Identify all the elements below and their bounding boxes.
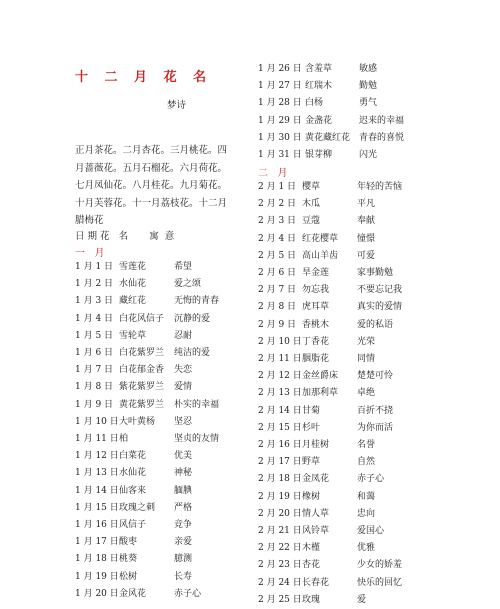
meaning-cell: 坚忍 — [174, 416, 193, 427]
intro-line: 十月芙蓉花。十一月荔枝花。十二月 — [75, 197, 228, 209]
flower-cell: 仙客来 — [119, 485, 147, 496]
date-cell: 2 月 24 日 — [258, 577, 302, 588]
meaning-cell: 自然 — [357, 457, 376, 468]
date-cell: 2 月 15 日 — [258, 422, 302, 433]
flower-cell: 胭脂花 — [302, 354, 330, 364]
date-cell: 2 月 17 日 — [258, 457, 302, 468]
date-cell: 1 月 8 日 — [75, 382, 114, 393]
flower-cell: 虎耳草 — [302, 302, 330, 313]
meaning-cell: 百折不挠 — [357, 405, 394, 416]
date-cell: 1 月 20 日 — [75, 588, 119, 599]
flower-cell: 红瑞木 — [305, 81, 333, 92]
flower-cell: 加那利草 — [302, 388, 339, 399]
meaning-cell: 赤子心 — [357, 474, 385, 485]
date-cell: 2 月 7 日 — [258, 285, 297, 296]
flower-cell: 金风花 — [119, 588, 147, 599]
date-cell: 2 月 2 日 — [258, 199, 297, 210]
meaning-cell: 长寿 — [174, 571, 193, 582]
flower-cell: 高山羊齿 — [302, 250, 339, 261]
meaning-cell: 腼腆 — [174, 485, 193, 496]
meaning-cell: 真实的爱情 — [357, 302, 403, 313]
flower-cell: 金盏花 — [305, 115, 333, 126]
flower-cell: 含羞草 — [305, 64, 333, 74]
flower-cell: 玫瑰 — [302, 594, 321, 605]
flower-cell: 香桃木 — [302, 319, 330, 330]
intro-paragraph — [75, 142, 265, 230]
meaning-cell: 憧憬 — [357, 233, 376, 244]
date-cell: 2 月 18 日 — [258, 474, 302, 485]
date-cell: 2 月 5 日 — [258, 250, 297, 261]
date-cell: 2 月 16 日 — [258, 440, 302, 450]
flower-cell: 风信子 — [119, 520, 147, 530]
date-cell: 1 月 15 日 — [75, 502, 119, 513]
meaning-cell: 希望 — [174, 262, 193, 272]
date-cell: 1 月 11 日 — [75, 434, 119, 444]
meaning-cell: 神秘 — [174, 468, 193, 479]
date-cell: 2 月 6 日 — [258, 268, 297, 278]
meaning-cell: 家事勤勉 — [357, 268, 394, 278]
date-cell: 2 月 8 日 — [258, 302, 297, 313]
date-cell: 1 月 7 日 — [75, 365, 114, 376]
flower-cell: 杏花 — [302, 560, 321, 571]
date-cell: 2 月 22 日 — [258, 543, 302, 554]
meaning-cell: 朴实的幸福 — [174, 399, 220, 410]
meaning-cell: 赤子心 — [174, 588, 202, 599]
flower-cell: 木瓜 — [302, 199, 321, 210]
month-heading-jan: 一 月 — [75, 248, 105, 259]
flower-cell: 银芽柳 — [305, 150, 333, 160]
meaning-cell: 无悔的青春 — [174, 296, 220, 307]
meaning-cell: 年轻的苦恼 — [357, 182, 403, 192]
flower-cell: 丁香花 — [302, 336, 330, 347]
date-cell: 1 月 19 日 — [75, 571, 119, 582]
meaning-cell: 青春的喜悦 — [359, 132, 405, 143]
date-cell: 1 月 4 日 — [75, 313, 114, 324]
meaning-cell: 快乐的回忆 — [357, 577, 403, 588]
meaning-cell: 楚楚可怜 — [357, 371, 394, 382]
meaning-cell: 爱情 — [174, 382, 193, 393]
meaning-cell: 优美 — [174, 451, 193, 462]
date-cell: 2 月 10 日 — [258, 336, 302, 347]
meaning-cell: 少女的娇羞 — [357, 560, 403, 571]
flower-cell: 大叶黄杨 — [119, 416, 156, 427]
meaning-cell: 闪光 — [359, 150, 378, 160]
flower-cell: 橡树 — [302, 491, 321, 502]
date-cell: 1 月 31 日 — [258, 150, 302, 160]
date-cell: 2 月 13 日 — [258, 388, 302, 399]
date-cell: 1 月 12 日 — [75, 451, 119, 462]
flower-cell: 长春花 — [302, 577, 330, 588]
meaning-cell: 爱的私语 — [357, 319, 394, 330]
meaning-cell: 忠向 — [357, 508, 376, 519]
page-title: 十 二 月 花 名 — [75, 70, 213, 85]
meaning-cell: 名誉 — [357, 440, 376, 450]
date-cell: 1 月 13 日 — [75, 468, 119, 479]
meaning-cell: 严格 — [174, 502, 193, 513]
meaning-cell: 勇气 — [359, 98, 378, 109]
date-cell: 1 月 10 日 — [75, 416, 119, 427]
flower-cell: 黄花藏红花 — [305, 132, 351, 143]
flower-cell: 桃葵 — [119, 554, 138, 565]
date-cell: 2 月 4 日 — [258, 233, 297, 244]
intro-line: 腊梅花 — [75, 215, 104, 227]
date-cell: 2 月 23 日 — [258, 560, 302, 571]
date-cell: 1 月 18 日 — [75, 554, 119, 565]
flower-cell: 酸枣 — [119, 537, 138, 548]
flower-cell: 木槿 — [302, 543, 321, 554]
meaning-cell: 光荣 — [357, 336, 376, 347]
date-cell: 2 月 19 日 — [258, 491, 302, 502]
date-cell: 2 月 25 日 — [258, 594, 302, 605]
meaning-cell: 亲爱 — [174, 537, 193, 548]
date-cell: 1 月 28 日 — [258, 98, 302, 109]
flower-cell: 白花紫罗兰 — [119, 348, 165, 358]
flower-cell: 红花樱草 — [302, 233, 339, 244]
flower-cell: 玫瑰之刺 — [119, 502, 156, 513]
flower-cell: 松树 — [119, 571, 138, 582]
flower-cell: 雪莲花 — [119, 262, 147, 272]
date-cell: 1 月 27 日 — [258, 81, 302, 92]
flower-cell: 水仙花 — [119, 279, 147, 290]
flower-cell: 金丝爵床 — [302, 371, 339, 382]
intro-line: 正月茶花。二月杏花。三月桃花。四 — [75, 145, 228, 156]
flower-cell: 白花郁金香 — [119, 365, 165, 376]
date-cell: 1 月 9 日 — [75, 399, 114, 410]
flower-cell: 水仙花 — [119, 468, 147, 479]
flower-cell: 旱金莲 — [302, 268, 330, 278]
meaning-cell: 竞争 — [174, 520, 193, 530]
date-cell: 1 月 16 日 — [75, 520, 119, 530]
meaning-cell: 失恋 — [174, 365, 193, 376]
date-cell: 1 月 1 日 — [75, 262, 114, 272]
meaning-cell: 坚贞的友情 — [174, 434, 220, 444]
meaning-cell: 勤勉 — [359, 81, 378, 92]
meaning-cell: 臆测 — [174, 554, 193, 565]
flower-cell: 紫花紫罗兰 — [119, 382, 165, 393]
meaning-cell: 卓绝 — [357, 388, 376, 399]
flower-cell: 野草 — [302, 457, 321, 468]
date-cell: 2 月 14 日 — [258, 405, 302, 416]
meaning-cell: 为你而活 — [357, 422, 394, 433]
flower-cell: 情人草 — [302, 508, 330, 519]
date-cell: 1 月 6 日 — [75, 348, 114, 358]
flower-cell: 豆蔻 — [302, 216, 321, 227]
date-cell: 1 月 2 日 — [75, 279, 114, 290]
table-header: 日 期 花 名 寓 意 — [75, 231, 175, 242]
flower-cell: 白杨 — [305, 98, 324, 109]
meaning-cell: 敏感 — [359, 64, 378, 74]
meaning-cell: 奉献 — [357, 216, 376, 227]
date-cell: 2 月 1 日 — [258, 182, 297, 192]
meaning-cell: 平凡 — [357, 199, 376, 210]
flower-cell: 杉叶 — [302, 422, 321, 433]
meaning-cell: 爱之颂 — [174, 279, 202, 290]
meaning-cell: 爱 — [357, 594, 367, 605]
date-cell: 1 月 5 日 — [75, 330, 114, 341]
date-cell: 1 月 29 日 — [258, 115, 302, 126]
flower-cell: 柏 — [119, 434, 129, 444]
flower-cell: 甘菊 — [302, 405, 321, 416]
date-cell: 2 月 3 日 — [258, 216, 297, 227]
date-cell: 2 月 12 日 — [258, 371, 302, 382]
month-heading-feb: 二 月 — [258, 168, 288, 179]
flower-cell: 金凤花 — [302, 474, 330, 485]
meaning-cell: 不要忘记我 — [357, 285, 403, 296]
flower-cell: 雪轮草 — [119, 330, 147, 341]
intro-line: 七月凤仙花。八月桂花。九月菊花。 — [75, 180, 228, 192]
date-cell: 1 月 3 日 — [75, 296, 114, 307]
meaning-cell: 优雅 — [357, 543, 376, 554]
meaning-cell: 同情 — [357, 354, 376, 364]
flower-cell: 藏红花 — [119, 296, 147, 307]
flower-cell: 月桂树 — [302, 440, 330, 450]
meaning-cell: 和蔼 — [357, 491, 376, 502]
meaning-cell: 纯洁的爱 — [174, 348, 211, 358]
date-cell: 1 月 30 日 — [258, 132, 302, 143]
date-cell: 2 月 20 日 — [258, 508, 302, 519]
flower-cell: 白菜花 — [119, 451, 147, 462]
meaning-cell: 忍耐 — [174, 330, 193, 341]
meaning-cell: 爱国心 — [357, 526, 385, 536]
date-cell: 1 月 26 日 — [258, 64, 302, 74]
author: 梦诗 — [167, 100, 187, 111]
flower-cell: 风铃草 — [302, 526, 330, 536]
meaning-cell: 沉静的爱 — [174, 313, 211, 324]
date-cell: 2 月 9 日 — [258, 319, 297, 330]
meaning-cell: 迟来的幸福 — [359, 115, 405, 126]
date-cell: 1 月 17 日 — [75, 537, 119, 548]
intro-line: 月蔷薇花。五月石榴花。六月荷花。 — [75, 162, 228, 174]
flower-cell: 白花风信子 — [119, 313, 165, 324]
meaning-cell: 可爱 — [357, 250, 376, 261]
flower-cell: 勿忘我 — [302, 285, 330, 296]
flower-cell: 樱草 — [302, 182, 321, 192]
flower-cell: 黄花紫罗兰 — [119, 399, 165, 410]
date-cell: 1 月 14 日 — [75, 485, 119, 496]
date-cell: 2 月 21 日 — [258, 526, 302, 536]
date-cell: 2 月 11 日 — [258, 354, 302, 364]
